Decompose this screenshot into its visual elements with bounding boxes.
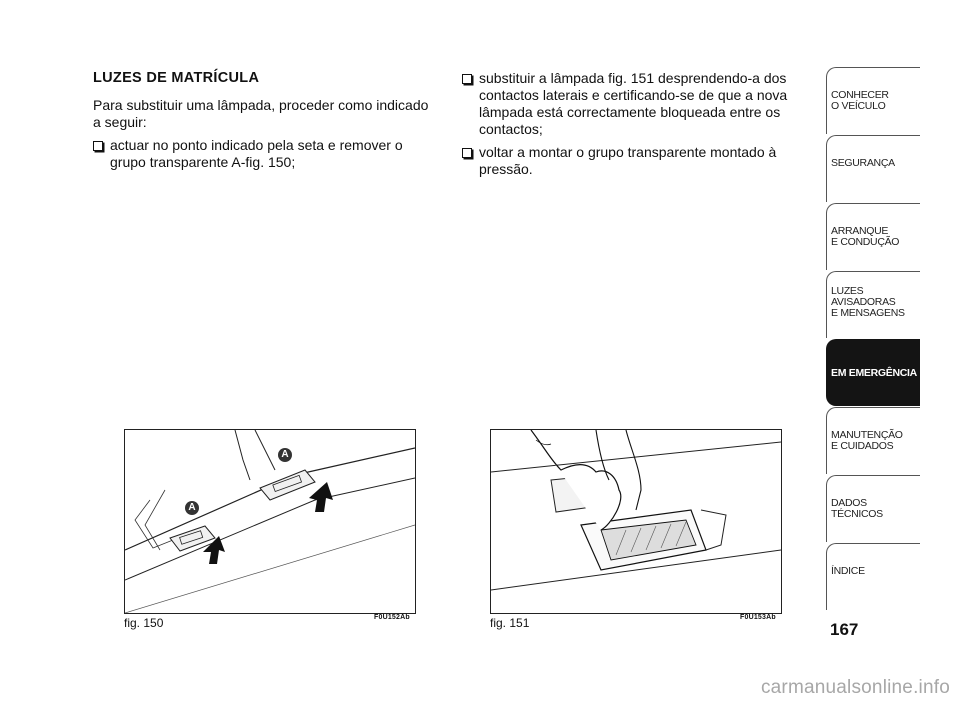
tab-indice[interactable]: ÍNDICE: [826, 543, 920, 610]
checkbox-bullet-icon: [462, 148, 472, 158]
push-arrow-icon: [309, 482, 333, 512]
instruction-text: actuar no ponto indicado pela seta e remover o grupo transparente A-fig. 150;: [110, 137, 403, 170]
license-plate-light-housing-drawing: [125, 430, 415, 613]
tab-em-emergencia[interactable]: EM EMERGÊNCIA: [826, 339, 920, 406]
figure-code: F0U153Ab: [740, 614, 776, 621]
checkbox-bullet-icon: [93, 141, 103, 151]
right-text-column: [462, 70, 792, 184]
figure-caption: fig. 150: [124, 616, 164, 630]
tab-arranque-e-conducao[interactable]: ARRANQUE E CONDUÇÃO: [826, 203, 920, 270]
tab-manutencao-e-cuidados[interactable]: MANUTENÇÃO E CUIDADOS: [826, 407, 920, 474]
bulb-replacement-drawing: [491, 430, 781, 613]
figure-151: [490, 429, 782, 629]
figure-caption: fig. 151: [490, 616, 530, 630]
tab-dados-tecnicos[interactable]: DADOS TÉCNICOS: [826, 475, 920, 542]
figure-151-illustration: [490, 429, 782, 614]
chapter-tabs: [826, 67, 920, 611]
figure-150-illustration: [124, 429, 416, 614]
intro-paragraph: Para substituir uma lâmpada, proceder como indicado a seguir:: [93, 97, 429, 130]
checkbox-bullet-icon: [462, 74, 472, 84]
section-title: LUZES DE MATRÍCULA: [93, 70, 260, 86]
page-number: 167: [830, 620, 859, 639]
watermark: carmanualsonline.info: [760, 677, 950, 698]
instruction-item: [462, 70, 792, 138]
instruction-text: substituir a lâmpada fig. 151 desprendendo-a dos contactos laterais e certificando-se de que a nova lâmpada está correctamente bloqueada entre os contactos;: [479, 70, 788, 137]
tab-conhecer-o-veiculo[interactable]: CONHECER O VEÍCULO: [826, 67, 920, 134]
instruction-text: voltar a montar o grupo transparente montado à pressão.: [479, 144, 777, 177]
instruction-item: [93, 137, 433, 171]
marker-a: A: [185, 501, 199, 515]
tab-luzes-avisadoras[interactable]: LUZES AVISADORAS E MENSAGENS: [826, 271, 920, 338]
tab-seguranca[interactable]: SEGURANÇA: [826, 135, 920, 202]
left-text-column: [93, 70, 433, 177]
instruction-item: [462, 144, 792, 178]
figure-code: F0U152Ab: [374, 614, 410, 621]
marker-a: A: [278, 448, 292, 462]
figure-150: [124, 429, 416, 629]
